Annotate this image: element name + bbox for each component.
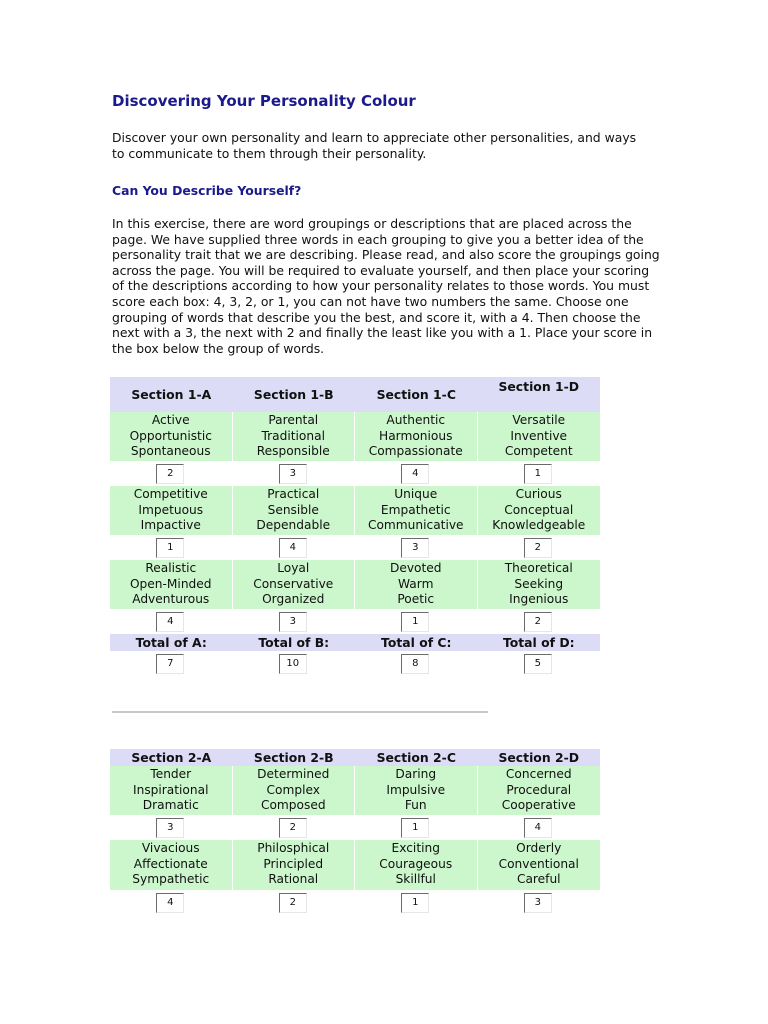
word: Sympathetic	[132, 872, 210, 887]
total-input[interactable]: 8	[401, 654, 429, 674]
word: Poetic	[397, 592, 435, 607]
word: Affectionate	[133, 856, 208, 871]
score-input[interactable]: 4	[156, 893, 184, 913]
word: Ingenious	[509, 592, 569, 607]
word: Active	[151, 413, 190, 427]
score-input[interactable]: 2	[156, 464, 184, 484]
score-input[interactable]: 3	[524, 893, 552, 913]
score-input[interactable]: 1	[524, 464, 552, 484]
score-row	[110, 890, 600, 915]
word: Daring	[395, 767, 437, 781]
word-group-cell	[478, 486, 601, 535]
section-2-table	[110, 749, 600, 915]
word-group-row	[110, 840, 600, 890]
section-subheading: Can You Describe Yourself?	[112, 183, 302, 198]
word-group-cell	[110, 486, 233, 535]
word-group-cell	[478, 412, 601, 461]
word: Impulsive	[386, 782, 446, 797]
section-2-header: Section 2-C	[355, 749, 478, 766]
word-group-cell	[355, 560, 478, 609]
word: Authentic	[386, 413, 446, 427]
word: Composed	[260, 798, 326, 813]
word: Open-Minded	[129, 576, 212, 591]
word-group-row	[110, 560, 600, 609]
total-label: Total of B:	[233, 634, 356, 651]
word: Sensible	[267, 502, 319, 517]
score-input[interactable]: 4	[401, 464, 429, 484]
word: Conventional	[498, 856, 579, 871]
score-input[interactable]: 1	[401, 893, 429, 913]
word: Practical	[267, 487, 320, 501]
section-2-header-row	[110, 749, 600, 766]
total-input[interactable]: 7	[156, 654, 184, 674]
word: Devoted	[389, 561, 442, 575]
word: Impactive	[140, 518, 201, 533]
word: Warm	[398, 576, 434, 591]
score-row	[110, 609, 600, 634]
word: Complex	[266, 782, 320, 797]
score-input[interactable]: 3	[156, 818, 184, 838]
score-row	[110, 461, 600, 486]
horizontal-divider	[112, 711, 488, 713]
word: Fun	[404, 798, 427, 813]
section-2-header: Section 2-B	[233, 749, 356, 766]
score-input[interactable]: 4	[279, 538, 307, 558]
score-input[interactable]: 3	[401, 538, 429, 558]
word: Conceptual	[504, 502, 574, 517]
word: Competent	[504, 444, 573, 459]
section-2-header: Section 2-D	[478, 749, 601, 766]
word: Careful	[516, 872, 561, 887]
word: Harmonious	[379, 428, 453, 443]
word: Cooperative	[501, 798, 576, 813]
word-group-cell	[355, 840, 478, 890]
word: Inventive	[510, 428, 568, 443]
section-1-header: Section 1-C	[355, 377, 478, 412]
word: Compassionate	[368, 444, 463, 459]
word: Concerned	[505, 767, 572, 781]
word: Spontaneous	[130, 444, 211, 459]
word: Procedural	[506, 782, 572, 797]
section-1-header-row	[110, 377, 600, 412]
word: Versatile	[512, 413, 566, 427]
word-group-cell	[110, 766, 233, 815]
word: Dependable	[256, 518, 331, 533]
word: Courageous	[379, 856, 453, 871]
score-input[interactable]: 3	[279, 464, 307, 484]
word-group-cell	[355, 412, 478, 461]
word: Vivacious	[141, 841, 200, 855]
totals-row	[110, 651, 600, 676]
word-group-cell	[233, 412, 356, 461]
score-input[interactable]: 4	[156, 612, 184, 632]
score-input[interactable]: 4	[524, 818, 552, 838]
word-group-row	[110, 766, 600, 815]
word: Adventurous	[132, 592, 210, 607]
word: Curious	[515, 487, 562, 501]
word: Unique	[394, 487, 438, 501]
score-input[interactable]: 3	[279, 612, 307, 632]
word: Exciting	[391, 841, 440, 855]
word: Theoretical	[504, 561, 573, 575]
word-group-cell	[233, 766, 356, 815]
word: Dramatic	[142, 798, 199, 813]
intro-paragraph: Discover your own personality and learn to appreciate other personalities, and ways to communicate to them through their personality.	[112, 130, 637, 161]
word: Responsible	[256, 444, 330, 459]
word: Competitive	[133, 487, 208, 501]
word: Orderly	[516, 841, 562, 855]
score-input[interactable]: 2	[524, 538, 552, 558]
total-label: Total of C:	[355, 634, 478, 651]
section-1-header: Section 1-A	[110, 377, 233, 412]
word-group-cell	[355, 486, 478, 535]
word: Seeking	[514, 576, 564, 591]
word-group-cell	[478, 560, 601, 609]
section-1-table	[110, 377, 600, 676]
word: Determined	[257, 767, 330, 781]
word: Realistic	[145, 561, 197, 575]
score-input[interactable]: 1	[156, 538, 184, 558]
section-1-header: Section 1-D	[478, 377, 601, 412]
page-title: Discovering Your Personality Colour	[112, 92, 416, 110]
score-input[interactable]: 1	[401, 818, 429, 838]
word: Communicative	[367, 518, 464, 533]
word: Empathetic	[380, 502, 451, 517]
total-input[interactable]: 10	[279, 654, 307, 674]
instructions-paragraph: In this exercise, there are word groupings or descriptions that are placed across the page. We have supplied three words in each grouping to give you a better idea of the personality trait that we are describing. Please read, and also score the groupings going across the page. You will be required to evaluate yourself, and then place your scoring of the descriptions according to how your personality relates to those words. You must score each box: 4, 3, 2, or 1, you can not have two numbers the same. Choose one grouping of words that describe you the best, and score it, with a 4. Then choose the next with a 3, the next with 2 and finally the least like you with a 1. Place your score in the box below the group of words.	[112, 216, 660, 356]
word-group-cell	[233, 486, 356, 535]
word: Impetuous	[138, 502, 204, 517]
total-label: Total of D:	[478, 634, 601, 651]
score-input[interactable]: 2	[279, 818, 307, 838]
score-input[interactable]: 2	[279, 893, 307, 913]
word: Skillful	[395, 872, 436, 887]
total-label: Total of A:	[110, 634, 233, 651]
totals-label-row	[110, 634, 600, 651]
section-2-header: Section 2-A	[110, 749, 233, 766]
word-group-cell	[233, 840, 356, 890]
word-group-cell	[110, 560, 233, 609]
word-group-cell	[355, 766, 478, 815]
word: Tender	[150, 767, 192, 781]
word: Loyal	[277, 561, 310, 575]
word: Parental	[268, 413, 319, 427]
word: Principled	[263, 856, 324, 871]
word: Knowledgeable	[492, 518, 586, 533]
section-1-header: Section 1-B	[233, 377, 356, 412]
word-group-row	[110, 486, 600, 535]
word-group-cell	[478, 766, 601, 815]
word: Organized	[262, 592, 325, 607]
word: Traditional	[261, 428, 325, 443]
word: Inspirational	[133, 782, 209, 797]
score-row	[110, 535, 600, 560]
score-input[interactable]: 2	[524, 612, 552, 632]
word-group-cell	[110, 840, 233, 890]
word: Opportunistic	[129, 428, 212, 443]
word: Philosphical	[257, 841, 330, 855]
score-row	[110, 815, 600, 840]
word-group-row	[110, 412, 600, 461]
word: Conservative	[253, 576, 334, 591]
total-input[interactable]: 5	[524, 654, 552, 674]
score-input[interactable]: 1	[401, 612, 429, 632]
word-group-cell	[478, 840, 601, 890]
word: Rational	[268, 872, 319, 887]
word-group-cell	[110, 412, 233, 461]
word-group-cell	[233, 560, 356, 609]
